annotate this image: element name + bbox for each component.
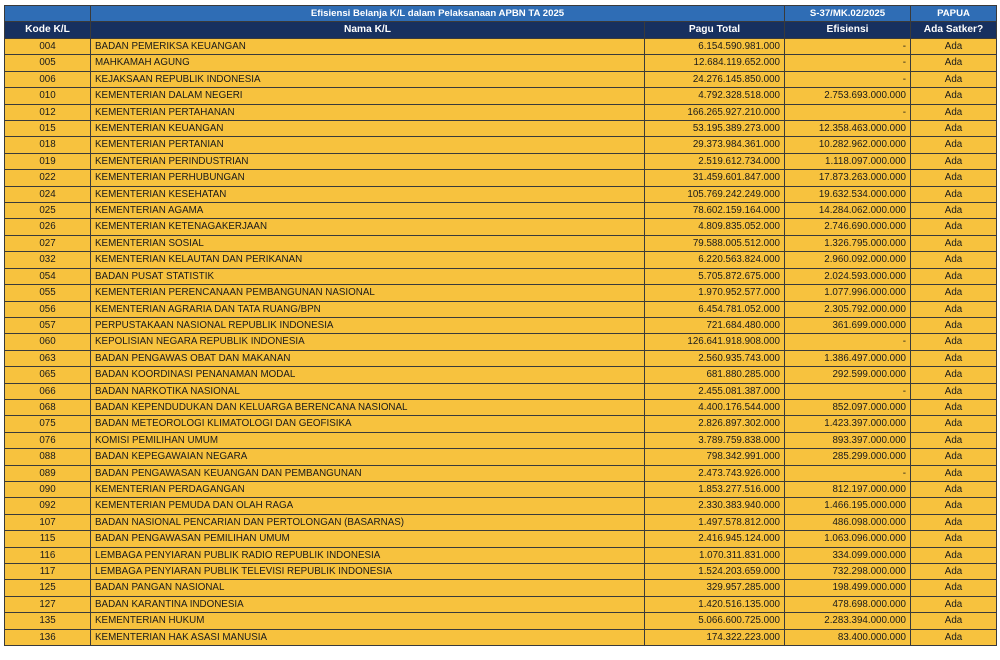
table-title: Efisiensi Belanja K/L dalam Pelaksanaan APBN TA 2025	[91, 6, 785, 22]
header-kode: Kode K/L	[5, 22, 91, 39]
table-row	[5, 465, 997, 481]
ada-satker-cell: Ada	[911, 285, 997, 301]
ada-satker-cell: Ada	[911, 481, 997, 497]
table-row	[5, 317, 997, 333]
title-row	[5, 6, 997, 22]
ada-satker-cell: Ada	[911, 252, 997, 268]
table-row	[5, 203, 997, 219]
kode-cell: 117	[5, 564, 91, 580]
ada-satker-cell: Ada	[911, 334, 997, 350]
ada-satker-cell: Ada	[911, 367, 997, 383]
efisiensi-cell: 285.299.000.000	[785, 449, 911, 465]
pagu-cell: 4.400.176.544.000	[645, 399, 785, 415]
pagu-cell: 2.560.935.743.000	[645, 350, 785, 366]
nama-cell: KEMENTERIAN DALAM NEGERI	[91, 88, 645, 104]
efisiensi-cell: 1.466.195.000.000	[785, 498, 911, 514]
table-row	[5, 121, 997, 137]
kode-cell: 127	[5, 596, 91, 612]
nama-cell: KEMENTERIAN PERENCANAAN PEMBANGUNAN NASIONAL	[91, 285, 645, 301]
region-cell: PAPUA	[911, 6, 997, 22]
table-row	[5, 449, 997, 465]
table-row	[5, 613, 997, 629]
efisiensi-cell: 2.746.690.000.000	[785, 219, 911, 235]
ada-satker-cell: Ada	[911, 71, 997, 87]
table-row	[5, 564, 997, 580]
nama-cell: KEJAKSAAN REPUBLIK INDONESIA	[91, 71, 645, 87]
nama-cell: LEMBAGA PENYIARAN PUBLIK RADIO REPUBLIK INDONESIA	[91, 547, 645, 563]
table-row	[5, 153, 997, 169]
kode-cell: 068	[5, 399, 91, 415]
table-row	[5, 285, 997, 301]
kode-cell: 136	[5, 629, 91, 645]
kode-cell: 022	[5, 170, 91, 186]
efisiensi-cell: 2.283.394.000.000	[785, 613, 911, 629]
pagu-cell: 329.957.285.000	[645, 580, 785, 596]
nama-cell: PERPUSTAKAAN NASIONAL REPUBLIK INDONESIA	[91, 317, 645, 333]
table-row	[5, 71, 997, 87]
kode-cell: 006	[5, 71, 91, 87]
kode-cell: 066	[5, 383, 91, 399]
nama-cell: KEMENTERIAN SOSIAL	[91, 235, 645, 251]
kode-cell: 056	[5, 301, 91, 317]
efisiensi-cell: -	[785, 104, 911, 120]
nama-cell: BADAN PENGAWASAN PEMILIHAN UMUM	[91, 531, 645, 547]
kode-cell: 125	[5, 580, 91, 596]
pagu-cell: 12.684.119.652.000	[645, 55, 785, 71]
efisiensi-cell: 198.499.000.000	[785, 580, 911, 596]
kode-cell: 090	[5, 481, 91, 497]
pagu-cell: 2.455.081.387.000	[645, 383, 785, 399]
kode-cell: 027	[5, 235, 91, 251]
efisiensi-cell: 361.699.000.000	[785, 317, 911, 333]
kode-cell: 057	[5, 317, 91, 333]
ada-satker-cell: Ada	[911, 350, 997, 366]
kode-cell: 015	[5, 121, 91, 137]
nama-cell: KEMENTERIAN PERINDUSTRIAN	[91, 153, 645, 169]
blank-cell	[5, 6, 91, 22]
efisiensi-cell: 2.305.792.000.000	[785, 301, 911, 317]
kode-cell: 107	[5, 514, 91, 530]
nama-cell: KEMENTERIAN PERTAHANAN	[91, 104, 645, 120]
ada-satker-cell: Ada	[911, 629, 997, 645]
kode-cell: 089	[5, 465, 91, 481]
efisiensi-cell: 1.063.096.000.000	[785, 531, 911, 547]
pagu-cell: 105.769.242.249.000	[645, 186, 785, 202]
nama-cell: BADAN PUSAT STATISTIK	[91, 268, 645, 284]
kode-cell: 063	[5, 350, 91, 366]
kode-cell: 055	[5, 285, 91, 301]
ada-satker-cell: Ada	[911, 514, 997, 530]
ada-satker-cell: Ada	[911, 219, 997, 235]
table-row	[5, 39, 997, 55]
pagu-cell: 24.276.145.850.000	[645, 71, 785, 87]
kode-cell: 116	[5, 547, 91, 563]
ada-satker-cell: Ada	[911, 465, 997, 481]
nama-cell: BADAN NARKOTIKA NASIONAL	[91, 383, 645, 399]
table-row	[5, 531, 997, 547]
nama-cell: KEMENTERIAN PERHUBUNGAN	[91, 170, 645, 186]
efisiensi-cell: 1.423.397.000.000	[785, 416, 911, 432]
ada-satker-cell: Ada	[911, 564, 997, 580]
pagu-cell: 29.373.984.361.000	[645, 137, 785, 153]
pagu-cell: 53.195.389.273.000	[645, 121, 785, 137]
nama-cell: KEMENTERIAN KESEHATAN	[91, 186, 645, 202]
nama-cell: KEMENTERIAN HUKUM	[91, 613, 645, 629]
nama-cell: KEMENTERIAN KEUANGAN	[91, 121, 645, 137]
ada-satker-cell: Ada	[911, 301, 997, 317]
efisiensi-cell: 1.077.996.000.000	[785, 285, 911, 301]
nama-cell: BADAN NASIONAL PENCARIAN DAN PERTOLONGAN (BASARNAS)	[91, 514, 645, 530]
kode-cell: 032	[5, 252, 91, 268]
efisiensi-cell: 12.358.463.000.000	[785, 121, 911, 137]
table-row	[5, 432, 997, 448]
efficiency-table	[4, 5, 997, 646]
nama-cell: BADAN KEPENDUDUKAN DAN KELUARGA BERENCANA NASIONAL	[91, 399, 645, 415]
table-row	[5, 219, 997, 235]
nama-cell: MAHKAMAH AGUNG	[91, 55, 645, 71]
table-row	[5, 416, 997, 432]
header-ada-satker: Ada Satker?	[911, 22, 997, 39]
nama-cell: BADAN KOORDINASI PENANAMAN MODAL	[91, 367, 645, 383]
efisiensi-cell: -	[785, 334, 911, 350]
nama-cell: BADAN PENGAWAS OBAT DAN MAKANAN	[91, 350, 645, 366]
spreadsheet	[4, 5, 996, 646]
pagu-cell: 2.473.743.926.000	[645, 465, 785, 481]
ada-satker-cell: Ada	[911, 137, 997, 153]
table-row	[5, 301, 997, 317]
ada-satker-cell: Ada	[911, 186, 997, 202]
efisiensi-cell: -	[785, 55, 911, 71]
ada-satker-cell: Ada	[911, 203, 997, 219]
nama-cell: BADAN KEPEGAWAIAN NEGARA	[91, 449, 645, 465]
nama-cell: BADAN METEOROLOGI KLIMATOLOGI DAN GEOFISIKA	[91, 416, 645, 432]
pagu-cell: 1.070.311.831.000	[645, 547, 785, 563]
table-row	[5, 88, 997, 104]
efisiensi-cell: 812.197.000.000	[785, 481, 911, 497]
pagu-cell: 6.220.563.824.000	[645, 252, 785, 268]
efisiensi-cell: 1.386.497.000.000	[785, 350, 911, 366]
pagu-cell: 721.684.480.000	[645, 317, 785, 333]
pagu-cell: 31.459.601.847.000	[645, 170, 785, 186]
ada-satker-cell: Ada	[911, 580, 997, 596]
ada-satker-cell: Ada	[911, 498, 997, 514]
kode-cell: 065	[5, 367, 91, 383]
table-row	[5, 514, 997, 530]
table-row	[5, 137, 997, 153]
efisiensi-cell: 2.024.593.000.000	[785, 268, 911, 284]
ada-satker-cell: Ada	[911, 55, 997, 71]
ada-satker-cell: Ada	[911, 317, 997, 333]
pagu-cell: 3.789.759.838.000	[645, 432, 785, 448]
pagu-cell: 126.641.918.908.000	[645, 334, 785, 350]
ada-satker-cell: Ada	[911, 547, 997, 563]
nama-cell: KEMENTERIAN PERTANIAN	[91, 137, 645, 153]
efisiensi-cell: 292.599.000.000	[785, 367, 911, 383]
efisiensi-cell: 478.698.000.000	[785, 596, 911, 612]
pagu-cell: 78.602.159.164.000	[645, 203, 785, 219]
nama-cell: KEMENTERIAN HAK ASASI MANUSIA	[91, 629, 645, 645]
ada-satker-cell: Ada	[911, 88, 997, 104]
table-row	[5, 235, 997, 251]
efisiensi-cell: 334.099.000.000	[785, 547, 911, 563]
ada-satker-cell: Ada	[911, 416, 997, 432]
efisiensi-cell: 852.097.000.000	[785, 399, 911, 415]
efisiensi-cell: 14.284.062.000.000	[785, 203, 911, 219]
header-pagu: Pagu Total	[645, 22, 785, 39]
pagu-cell: 1.970.952.577.000	[645, 285, 785, 301]
kode-cell: 060	[5, 334, 91, 350]
table-row	[5, 383, 997, 399]
efisiensi-cell: 83.400.000.000	[785, 629, 911, 645]
pagu-cell: 6.454.781.052.000	[645, 301, 785, 317]
ada-satker-cell: Ada	[911, 268, 997, 284]
table-row	[5, 334, 997, 350]
kode-cell: 024	[5, 186, 91, 202]
kode-cell: 026	[5, 219, 91, 235]
pagu-cell: 79.588.005.512.000	[645, 235, 785, 251]
ada-satker-cell: Ada	[911, 383, 997, 399]
efisiensi-cell: 732.298.000.000	[785, 564, 911, 580]
kode-cell: 076	[5, 432, 91, 448]
kode-cell: 092	[5, 498, 91, 514]
nama-cell: LEMBAGA PENYIARAN PUBLIK TELEVISI REPUBLIK INDONESIA	[91, 564, 645, 580]
nama-cell: KEMENTERIAN PEMUDA DAN OLAH RAGA	[91, 498, 645, 514]
table-body	[5, 39, 997, 646]
pagu-cell: 166.265.927.210.000	[645, 104, 785, 120]
pagu-cell: 5.705.872.675.000	[645, 268, 785, 284]
table-row	[5, 399, 997, 415]
pagu-cell: 4.792.328.518.000	[645, 88, 785, 104]
table-row	[5, 252, 997, 268]
pagu-cell: 174.322.223.000	[645, 629, 785, 645]
nama-cell: BADAN PANGAN NASIONAL	[91, 580, 645, 596]
kode-cell: 025	[5, 203, 91, 219]
efisiensi-cell: 1.326.795.000.000	[785, 235, 911, 251]
kode-cell: 010	[5, 88, 91, 104]
nama-cell: BADAN KARANTINA INDONESIA	[91, 596, 645, 612]
pagu-cell: 4.809.835.052.000	[645, 219, 785, 235]
kode-cell: 088	[5, 449, 91, 465]
efisiensi-cell: 2.753.693.000.000	[785, 88, 911, 104]
header-nama: Nama K/L	[91, 22, 645, 39]
pagu-cell: 2.416.945.124.000	[645, 531, 785, 547]
nama-cell: BADAN PEMERIKSA KEUANGAN	[91, 39, 645, 55]
ada-satker-cell: Ada	[911, 170, 997, 186]
ada-satker-cell: Ada	[911, 596, 997, 612]
table-row	[5, 580, 997, 596]
efisiensi-cell: -	[785, 383, 911, 399]
kode-cell: 054	[5, 268, 91, 284]
kode-cell: 018	[5, 137, 91, 153]
table-row	[5, 104, 997, 120]
kode-cell: 115	[5, 531, 91, 547]
table-row	[5, 498, 997, 514]
kode-cell: 075	[5, 416, 91, 432]
ada-satker-cell: Ada	[911, 613, 997, 629]
ada-satker-cell: Ada	[911, 121, 997, 137]
table-row	[5, 629, 997, 645]
table-row	[5, 596, 997, 612]
ada-satker-cell: Ada	[911, 153, 997, 169]
ada-satker-cell: Ada	[911, 235, 997, 251]
nama-cell: BADAN PENGAWASAN KEUANGAN DAN PEMBANGUNAN	[91, 465, 645, 481]
kode-cell: 012	[5, 104, 91, 120]
table-row	[5, 367, 997, 383]
efisiensi-cell: 486.098.000.000	[785, 514, 911, 530]
table-row	[5, 350, 997, 366]
reference-number: S-37/MK.02/2025	[785, 6, 911, 22]
nama-cell: KEPOLISIAN NEGARA REPUBLIK INDONESIA	[91, 334, 645, 350]
efisiensi-cell: 19.632.534.000.000	[785, 186, 911, 202]
pagu-cell: 2.330.383.940.000	[645, 498, 785, 514]
pagu-cell: 6.154.590.981.000	[645, 39, 785, 55]
pagu-cell: 681.880.285.000	[645, 367, 785, 383]
efisiensi-cell: -	[785, 465, 911, 481]
table-row	[5, 268, 997, 284]
pagu-cell: 2.826.897.302.000	[645, 416, 785, 432]
efisiensi-cell: 1.118.097.000.000	[785, 153, 911, 169]
header-efisiensi: Efisiensi	[785, 22, 911, 39]
kode-cell: 005	[5, 55, 91, 71]
efisiensi-cell: 17.873.263.000.000	[785, 170, 911, 186]
efisiensi-cell: -	[785, 71, 911, 87]
ada-satker-cell: Ada	[911, 104, 997, 120]
nama-cell: KEMENTERIAN KELAUTAN DAN PERIKANAN	[91, 252, 645, 268]
efisiensi-cell: 2.960.092.000.000	[785, 252, 911, 268]
nama-cell: KEMENTERIAN KETENAGAKERJAAN	[91, 219, 645, 235]
nama-cell: KEMENTERIAN AGRARIA DAN TATA RUANG/BPN	[91, 301, 645, 317]
efisiensi-cell: 893.397.000.000	[785, 432, 911, 448]
efisiensi-cell: 10.282.962.000.000	[785, 137, 911, 153]
ada-satker-cell: Ada	[911, 449, 997, 465]
table-row	[5, 186, 997, 202]
nama-cell: KEMENTERIAN PERDAGANGAN	[91, 481, 645, 497]
ada-satker-cell: Ada	[911, 432, 997, 448]
pagu-cell: 1.497.578.812.000	[645, 514, 785, 530]
ada-satker-cell: Ada	[911, 399, 997, 415]
table-row	[5, 547, 997, 563]
nama-cell: KEMENTERIAN AGAMA	[91, 203, 645, 219]
pagu-cell: 1.853.277.516.000	[645, 481, 785, 497]
pagu-cell: 1.420.516.135.000	[645, 596, 785, 612]
kode-cell: 135	[5, 613, 91, 629]
ada-satker-cell: Ada	[911, 39, 997, 55]
pagu-cell: 1.524.203.659.000	[645, 564, 785, 580]
efisiensi-cell: -	[785, 39, 911, 55]
kode-cell: 019	[5, 153, 91, 169]
pagu-cell: 5.066.600.725.000	[645, 613, 785, 629]
pagu-cell: 798.342.991.000	[645, 449, 785, 465]
nama-cell: KOMISI PEMILIHAN UMUM	[91, 432, 645, 448]
table-row	[5, 170, 997, 186]
ada-satker-cell: Ada	[911, 531, 997, 547]
table-row	[5, 481, 997, 497]
header-row	[5, 22, 997, 39]
table-row	[5, 55, 997, 71]
kode-cell: 004	[5, 39, 91, 55]
pagu-cell: 2.519.612.734.000	[645, 153, 785, 169]
